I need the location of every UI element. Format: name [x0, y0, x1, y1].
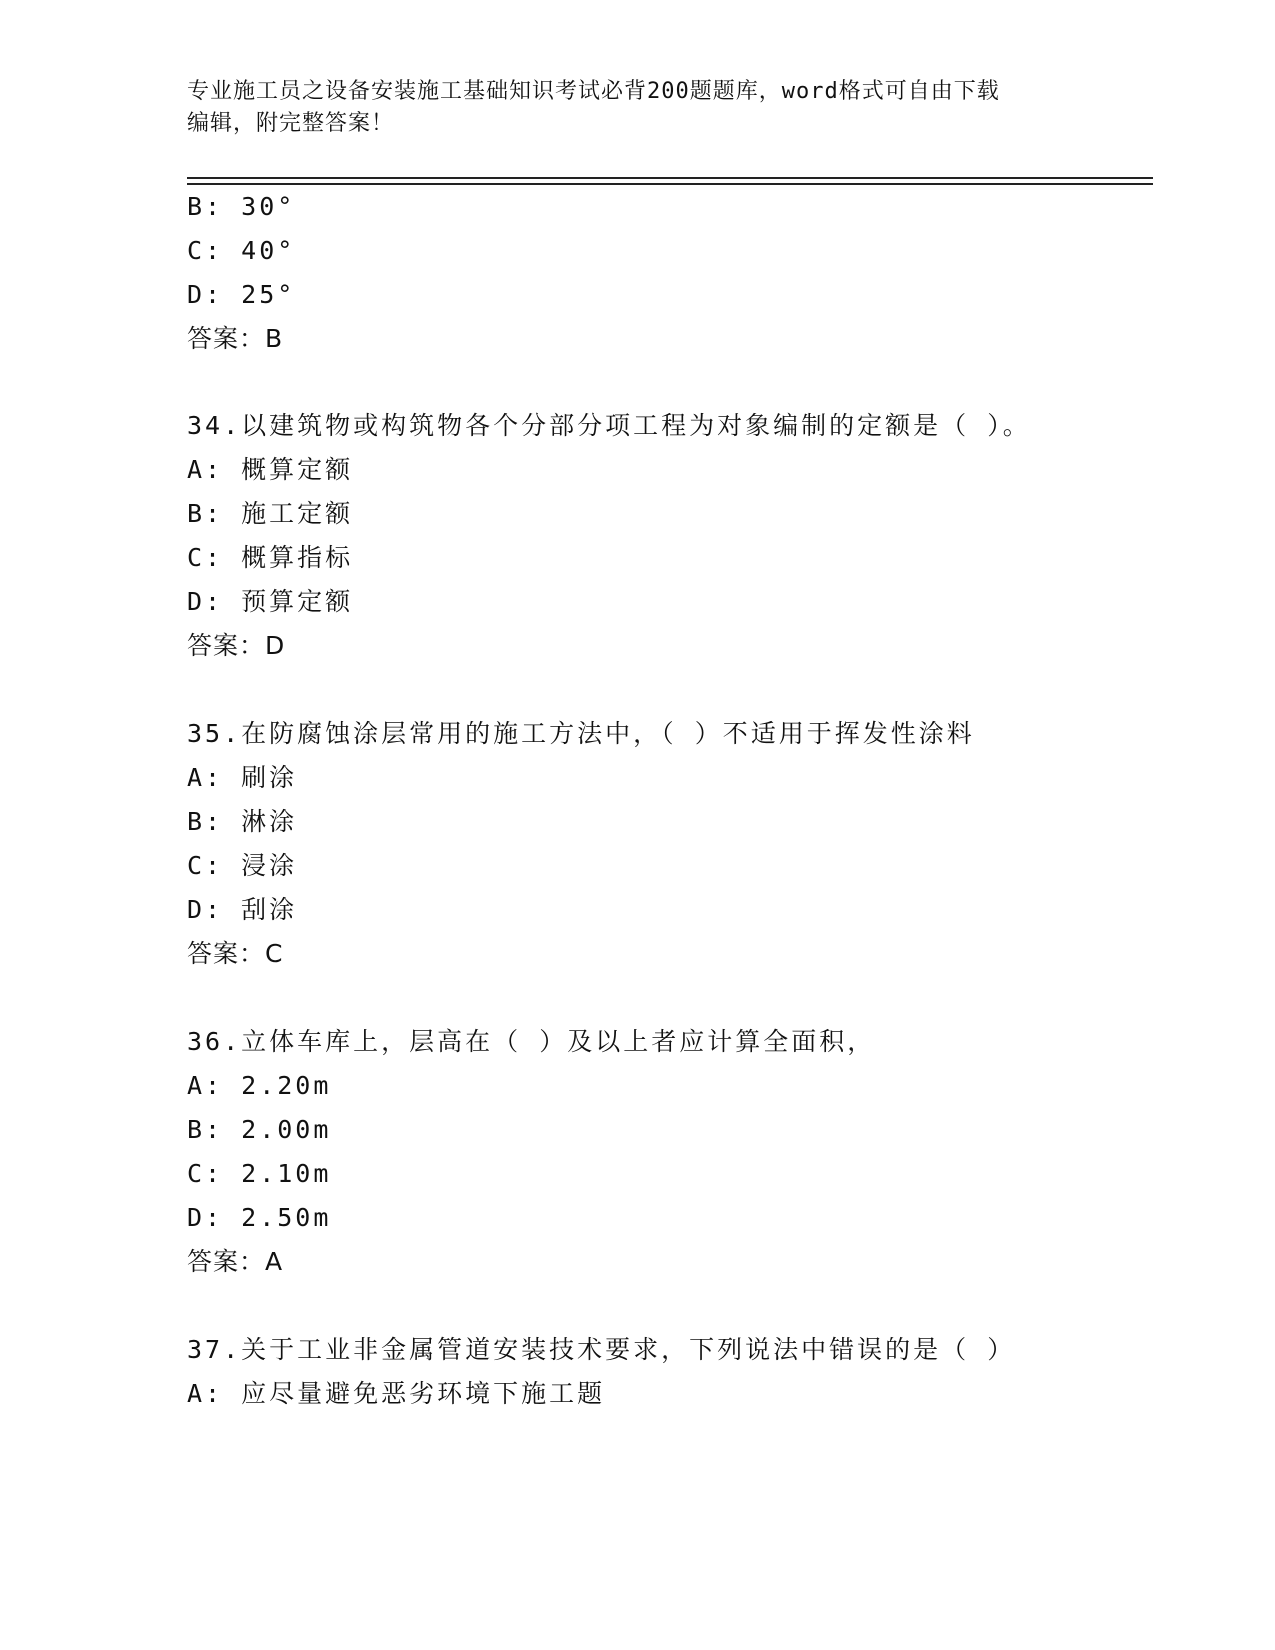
header-line-1: 专业施工员之设备安装施工基础知识考试必背200题题库，word格式可自由下载: [187, 79, 1000, 104]
q35-option-b: B: 淋涂: [187, 807, 298, 836]
q34-answer: 答案：D: [187, 631, 286, 660]
q33-option-d: D: 25°: [187, 280, 296, 309]
document-header: [187, 76, 1067, 140]
q35-option-c: C: 浸涂: [187, 851, 298, 880]
q35-option-a: A: 刷涂: [187, 763, 298, 792]
q36-option-a: A: 2.20m: [187, 1071, 332, 1100]
q34-stem: 34.以建筑物或构筑物各个分部分项工程为对象编制的定额是（ ）。: [187, 411, 1031, 440]
q37-option-a: A: 应尽量避免恶劣环境下施工题: [187, 1379, 606, 1408]
q35-stem: 35.在防腐蚀涂层常用的施工方法中，（ ）不适用于挥发性涂料: [187, 719, 975, 748]
q36-option-b: B: 2.00m: [187, 1115, 332, 1144]
q33-option-b: B: 30°: [187, 192, 296, 221]
header-rule-top: [187, 177, 1153, 179]
q37-stem: 37.关于工业非金属管道安装技术要求，下列说法中错误的是（ ）: [187, 1335, 1016, 1364]
q36-answer: 答案：A: [187, 1247, 284, 1276]
header-rule-bottom: [187, 183, 1153, 185]
q33-option-c: C: 40°: [187, 236, 296, 265]
q34-option-a: A: 概算定额: [187, 455, 354, 484]
q33-answer: 答案：B: [187, 324, 284, 353]
q36-stem: 36.立体车库上，层高在（ ）及以上者应计算全面积，: [187, 1027, 876, 1056]
q36-option-c: C: 2.10m: [187, 1159, 332, 1188]
header-line-2: 编辑，附完整答案！: [187, 111, 395, 136]
q34-option-d: D: 预算定额: [187, 587, 354, 616]
q34-option-c: C: 概算指标: [187, 543, 354, 572]
q35-option-d: D: 刮涂: [187, 895, 298, 924]
q35-answer: 答案：C: [187, 939, 284, 968]
q36-option-d: D: 2.50m: [187, 1203, 332, 1232]
q34-option-b: B: 施工定额: [187, 499, 354, 528]
